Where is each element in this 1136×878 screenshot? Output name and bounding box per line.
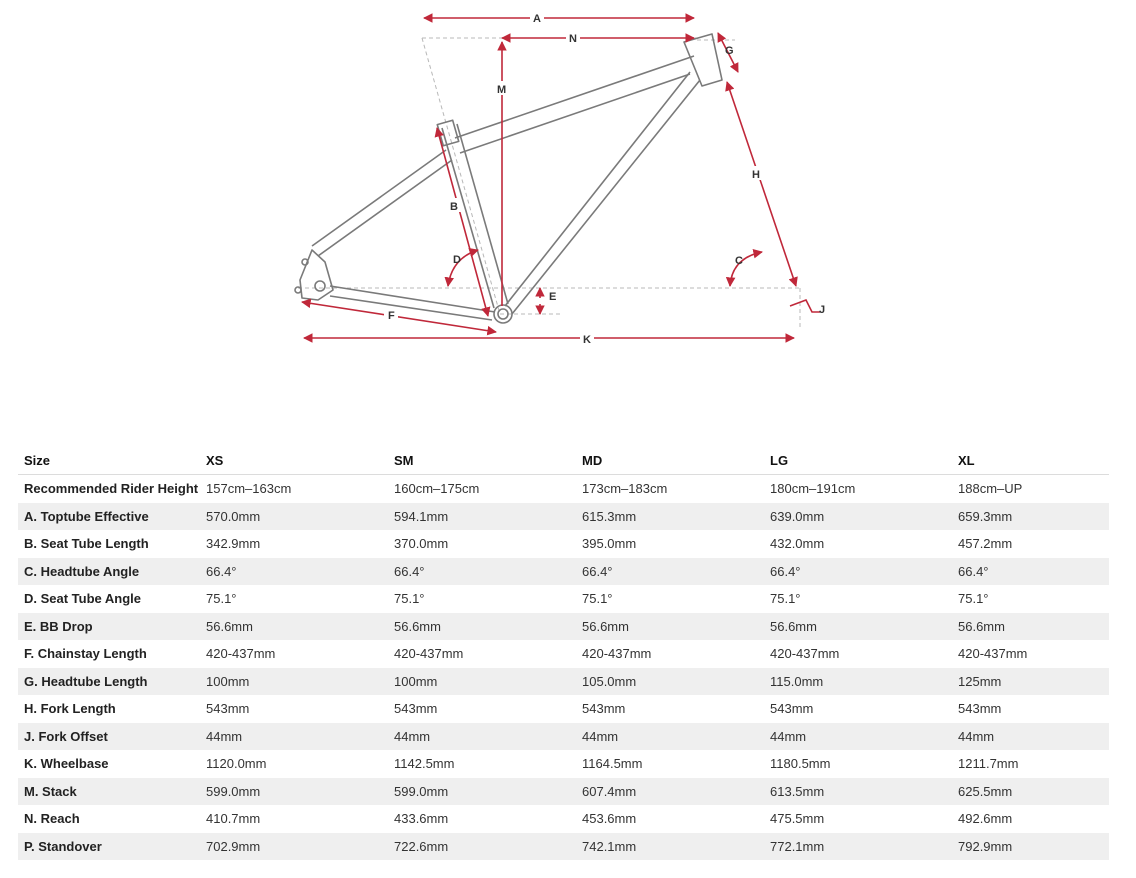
table-cell: 157cm–163cm [206, 481, 292, 497]
table-row [18, 558, 1109, 586]
table-cell: 492.6mm [958, 811, 1013, 827]
row-label: K. Wheelbase [24, 756, 109, 772]
label-k: K [583, 334, 591, 346]
label-j: J [819, 304, 826, 316]
row-label: P. Standover [24, 838, 102, 854]
label-g: G [725, 45, 734, 57]
table-cell: 56.6mm [206, 618, 253, 634]
bike-frame [295, 34, 722, 323]
dim-j [790, 300, 820, 312]
table-cell: 420-437mm [770, 646, 840, 662]
table-cell: 599.0mm [394, 783, 449, 799]
table-cell: 1120.0mm [206, 756, 267, 772]
header-xs: XS [206, 452, 224, 468]
table-cell: 613.5mm [770, 783, 825, 799]
table-cell: 420-437mm [206, 646, 276, 662]
row-label: A. Toptube Effective [24, 508, 149, 524]
table-row [18, 833, 1109, 861]
row-label: M. Stack [24, 783, 77, 799]
table-cell: 615.3mm [582, 508, 637, 524]
table-row [18, 503, 1109, 531]
table-cell: 100mm [394, 673, 438, 689]
table-header-row [18, 446, 1109, 475]
table-cell: 44mm [206, 728, 243, 744]
label-d: D [453, 254, 461, 266]
table-cell: 44mm [582, 728, 619, 744]
table-cell: 594.1mm [394, 508, 449, 524]
row-label: Recommended Rider Height [24, 481, 199, 497]
table-cell: 105.0mm [582, 673, 637, 689]
table-cell: 75.1° [770, 591, 801, 607]
header-lg: LG [770, 452, 789, 468]
table-row [18, 613, 1109, 641]
table-cell: 56.6mm [394, 618, 441, 634]
frame-geometry-diagram [0, 0, 1136, 430]
table-row [18, 585, 1109, 613]
table-row [18, 695, 1109, 723]
table-cell: 1211.7mm [958, 756, 1019, 772]
table-cell: 44mm [770, 728, 807, 744]
label-a: A [533, 13, 541, 25]
table-cell: 44mm [394, 728, 431, 744]
table-cell: 599.0mm [206, 783, 261, 799]
table-cell: 1164.5mm [582, 756, 643, 772]
table-cell: 1180.5mm [770, 756, 831, 772]
table-cell: 453.6mm [582, 811, 637, 827]
label-h: H [752, 169, 760, 181]
table-cell: 66.4° [582, 563, 613, 579]
row-label: G. Headtube Length [24, 673, 148, 689]
table-cell: 792.9mm [958, 838, 1013, 854]
table-cell: 395.0mm [582, 536, 637, 552]
table-cell: 433.6mm [394, 811, 449, 827]
table-cell: 420-437mm [394, 646, 464, 662]
table-row [18, 750, 1109, 778]
table-cell: 66.4° [394, 563, 425, 579]
table-cell: 115.0mm [770, 673, 824, 689]
label-f: F [388, 310, 395, 322]
header-sm: SM [394, 452, 414, 468]
table-cell: 410.7mm [206, 811, 261, 827]
row-label: C. Headtube Angle [24, 563, 140, 579]
table-cell: 420-437mm [582, 646, 652, 662]
table-cell: 56.6mm [958, 618, 1005, 634]
label-c: C [735, 255, 743, 267]
label-m: M [497, 84, 507, 96]
table-body [18, 475, 1109, 861]
table-cell: 625.5mm [958, 783, 1013, 799]
table-cell: 66.4° [206, 563, 237, 579]
label-b: B [450, 201, 458, 213]
table-cell: 702.9mm [206, 838, 261, 854]
row-label: H. Fork Length [24, 701, 116, 717]
table-cell: 56.6mm [770, 618, 817, 634]
table-cell: 475.5mm [770, 811, 825, 827]
row-label: D. Seat Tube Angle [24, 591, 142, 607]
table-row [18, 530, 1109, 558]
header-md: MD [582, 452, 603, 468]
table-row [18, 723, 1109, 751]
dimension-lines [302, 18, 820, 338]
table-cell: 659.3mm [958, 508, 1013, 524]
table-row [18, 668, 1109, 696]
table-cell: 180cm–191cm [770, 481, 856, 497]
table-cell: 160cm–175cm [394, 481, 480, 497]
row-label: J. Fork Offset [24, 728, 108, 744]
table-cell: 342.9mm [206, 536, 261, 552]
table-row [18, 805, 1109, 833]
table-cell: 1142.5mm [394, 756, 455, 772]
label-e: E [549, 291, 557, 303]
table-cell: 543mm [206, 701, 250, 717]
table-cell: 188cm–UP [958, 481, 1023, 497]
table-cell: 742.1mm [582, 838, 637, 854]
table-cell: 543mm [770, 701, 814, 717]
table-cell: 543mm [582, 701, 626, 717]
row-label: F. Chainstay Length [24, 646, 147, 662]
header-size: Size [24, 452, 51, 468]
table-cell: 100mm [206, 673, 250, 689]
table-cell: 173cm–183cm [582, 481, 668, 497]
table-cell: 420-437mm [958, 646, 1028, 662]
table-cell: 44mm [958, 728, 995, 744]
row-label: B. Seat Tube Length [24, 536, 149, 552]
header-xl: XL [958, 452, 975, 468]
table-cell: 66.4° [958, 563, 989, 579]
table-row [18, 778, 1109, 806]
table-cell: 543mm [394, 701, 438, 717]
table-cell: 370.0mm [394, 536, 449, 552]
table-row [18, 640, 1109, 668]
table-cell: 570.0mm [206, 508, 261, 524]
table-cell: 75.1° [958, 591, 989, 607]
table-cell: 543mm [958, 701, 1002, 717]
row-label: N. Reach [24, 811, 80, 827]
table-cell: 722.6mm [394, 838, 449, 854]
table-cell: 75.1° [394, 591, 425, 607]
table-row [18, 475, 1109, 503]
table-cell: 66.4° [770, 563, 801, 579]
table-cell: 75.1° [582, 591, 613, 607]
table-cell: 56.6mm [582, 618, 629, 634]
table-cell: 125mm [958, 673, 1002, 689]
table-cell: 772.1mm [770, 838, 825, 854]
geometry-table [18, 446, 1109, 860]
guide-lines [298, 38, 800, 330]
table-cell: 457.2mm [958, 536, 1013, 552]
table-cell: 607.4mm [582, 783, 637, 799]
table-cell: 432.0mm [770, 536, 825, 552]
row-label: E. BB Drop [24, 618, 93, 634]
table-cell: 639.0mm [770, 508, 825, 524]
label-n: N [569, 33, 577, 45]
table-cell: 75.1° [206, 591, 237, 607]
